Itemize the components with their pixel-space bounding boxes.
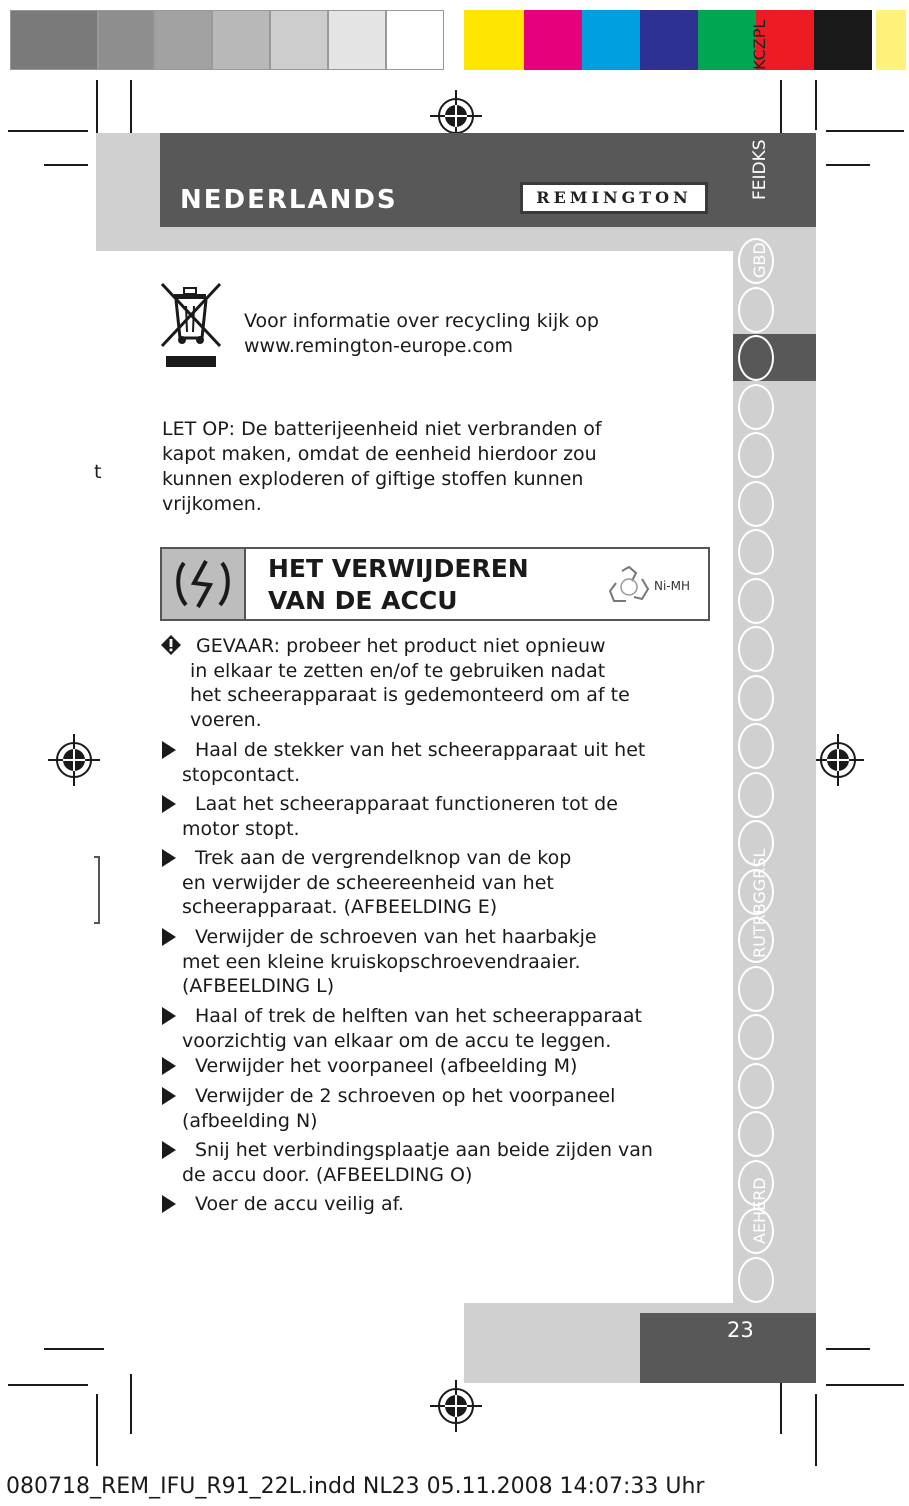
language-tab-oval <box>738 1111 774 1157</box>
recycling-line: Voor informatie over recycling kijk op <box>244 310 599 332</box>
section-title-line: VAN DE ACCU <box>268 586 458 615</box>
crop-mark <box>826 1348 870 1350</box>
language-tab-oval <box>738 481 774 527</box>
list-item <box>182 792 682 841</box>
list-item <box>182 1192 682 1217</box>
bullet-arrow-icon <box>162 928 176 946</box>
section-title-line: HET VERWIJDEREN <box>268 554 529 583</box>
list-item-line: Verwijder de 2 schroeven op het voorpaneel <box>195 1085 616 1107</box>
list-item-line: Laat het scheerapparaat functioneren tot de <box>195 793 618 815</box>
crop-mark <box>8 130 88 132</box>
list-item <box>182 1054 682 1079</box>
list-item-line: Verwijder de schroeven van het haarbakje <box>195 926 597 948</box>
language-title: NEDERLANDS <box>180 185 398 215</box>
cyan-swatch <box>582 10 640 70</box>
language-tab-oval <box>738 626 774 672</box>
registration-mark-icon <box>48 734 100 786</box>
list-item-line: Haal de stekker van het scheerapparaat uit het <box>195 739 646 761</box>
list-item-line: en verwijder de scheereenheid van het <box>182 871 554 894</box>
danger-text <box>190 634 690 732</box>
language-tab-oval <box>738 578 774 624</box>
crop-mark <box>826 164 870 166</box>
nimh-badge: Ni-MH <box>654 579 691 593</box>
language-tab-oval <box>738 1063 774 1109</box>
print-slug-footer: 080718_REM_IFU_R91_22L.indd NL23 05.11.2008 14:07:33 Uhr <box>6 1474 705 1499</box>
registration-mark-icon <box>812 734 864 786</box>
language-tab-oval <box>738 432 774 478</box>
list-item <box>182 1004 682 1053</box>
magenta-swatch <box>524 10 582 70</box>
bullet-arrow-icon <box>162 1195 176 1213</box>
language-tab-oval <box>738 287 774 333</box>
recycling-url: www.remington-europe.com <box>244 335 513 357</box>
bullet-arrow-icon <box>162 741 176 759</box>
danger-icon <box>160 634 182 656</box>
danger-line: in elkaar te zetten en/of te gebruiken nadat <box>190 659 606 682</box>
green-swatch <box>698 10 756 70</box>
list-item-line: Verwijder het voorpaneel (afbeelding M) <box>195 1055 578 1077</box>
language-tab-oval <box>738 384 774 430</box>
danger-line: GEVAAR: probeer het product niet opnieuw <box>196 635 606 657</box>
recycling-info-text <box>244 309 599 359</box>
list-item <box>182 1138 682 1187</box>
list-item-line: met een kleine kruiskopschroevendraaier. <box>182 950 581 973</box>
list-item-line: Snij het verbindingsplaatje aan beide zijden van <box>195 1139 653 1161</box>
warning-line: LET OP: De batterijeenheid niet verbranden of <box>162 418 602 440</box>
bullet-arrow-icon <box>162 1057 176 1075</box>
recycle-icon <box>606 565 652 607</box>
crop-mark <box>44 164 88 166</box>
battery-removal-icon <box>162 549 244 619</box>
crop-mark <box>815 1394 817 1466</box>
list-item-line: stopcontact. <box>182 763 301 786</box>
yellow-swatch <box>464 10 524 70</box>
gray-swatch <box>10 10 98 70</box>
side-tab-label-top: FEIDKS <box>750 139 770 200</box>
gray-swatch <box>386 10 444 70</box>
plate-label-top: KCZPL <box>750 19 769 70</box>
crop-mark <box>826 1384 904 1386</box>
battery-warning <box>162 417 682 517</box>
section-icon-panel <box>162 549 246 619</box>
black-swatch <box>814 10 872 70</box>
list-item <box>182 738 682 787</box>
list-item-line: motor stopt. <box>182 817 300 840</box>
bullet-arrow-icon <box>162 849 176 867</box>
blue-swatch <box>640 10 698 70</box>
bullet-arrow-icon <box>162 795 176 813</box>
crop-mark <box>96 1394 98 1466</box>
danger-line: voeren. <box>190 708 262 731</box>
list-item-line: Haal of trek de helften van het scheerapparaat <box>195 1005 642 1027</box>
list-item-line: scheerapparaat. (AFBEELDING E) <box>182 896 498 918</box>
language-tab-oval <box>738 723 774 769</box>
danger-line: het scheerapparaat is gedemonteerd om af te <box>190 684 630 706</box>
list-item <box>182 1084 682 1133</box>
crop-mark <box>44 1348 104 1350</box>
list-item-line: (AFBEELDING L) <box>182 975 335 997</box>
language-tab-oval <box>738 675 774 721</box>
gray-swatch <box>270 10 328 70</box>
warning-line: kunnen exploderen of giftige stoffen kunnen <box>162 468 584 490</box>
language-tab-oval <box>738 529 774 575</box>
language-tab-oval <box>738 1014 774 1060</box>
crop-mark <box>130 1374 132 1434</box>
stray-letter: t <box>94 461 102 483</box>
crop-mark <box>815 80 817 130</box>
page-number: 23 <box>727 1318 754 1342</box>
bullet-arrow-icon <box>162 1141 176 1159</box>
list-item <box>182 846 682 920</box>
gray-swatch <box>98 10 154 70</box>
gray-swatch <box>154 10 212 70</box>
language-tab-oval <box>738 772 774 818</box>
crop-mark <box>8 1384 88 1386</box>
section-heading-box <box>160 547 710 621</box>
list-item-line: Trek aan de vergrendelknop van de kop <box>195 847 572 869</box>
list-item-line: Voer de accu veilig af. <box>195 1193 404 1215</box>
list-item <box>182 925 682 999</box>
warning-line: vrijkomen. <box>162 493 262 515</box>
crossed-out-bin-icon <box>158 280 224 370</box>
side-tab-label-middle: RUTRBGGRSL <box>750 848 769 958</box>
yellow-swatch <box>876 10 906 70</box>
list-item-line: (afbeelding N) <box>182 1109 318 1132</box>
list-item-line: voorzichtig van elkaar om de accu te leggen. <box>182 1029 612 1052</box>
crop-mark <box>826 130 904 132</box>
crop-mark <box>780 1374 782 1434</box>
warning-line: kapot maken, omdat de eenheid hierdoor zou <box>162 443 597 465</box>
language-tab-oval <box>738 966 774 1012</box>
gray-swatch <box>328 10 386 70</box>
side-tab-label-gbd: GBD <box>750 242 769 278</box>
side-tab-label-bottom: AEHERD <box>750 1177 769 1244</box>
margin-bracket <box>94 856 100 924</box>
gray-swatch <box>212 10 270 70</box>
registration-mark-icon <box>430 1380 482 1432</box>
language-tab-oval <box>738 1257 774 1303</box>
bullet-arrow-icon <box>162 1087 176 1105</box>
language-tab-oval <box>738 335 774 381</box>
list-item-line: de accu door. (AFBEELDING O) <box>182 1163 473 1186</box>
section-title <box>268 553 529 617</box>
bullet-arrow-icon <box>162 1007 176 1025</box>
brand-logo: REMINGTON <box>520 182 708 214</box>
